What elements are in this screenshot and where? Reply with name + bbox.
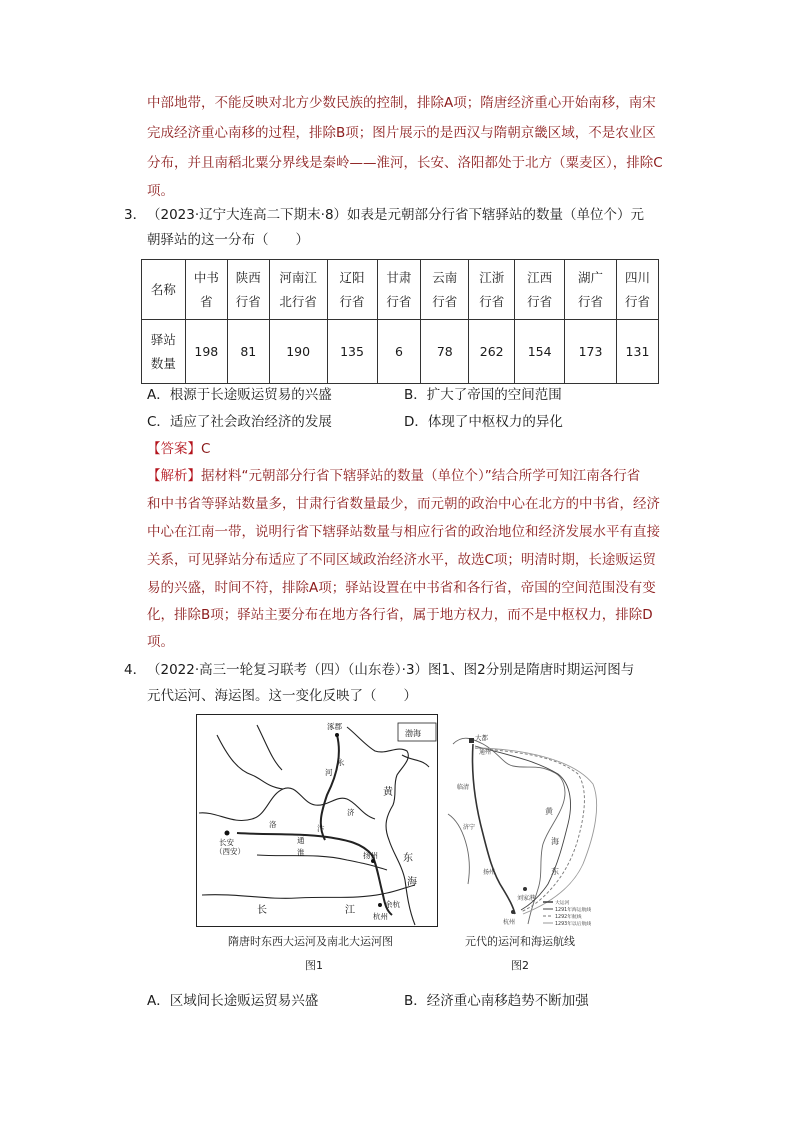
q3-analysis-line-7: 项。 [147, 634, 174, 650]
changan-dot [225, 831, 230, 836]
question-4-stem-line-1: （2022·高三一轮复习联考（四）（山东卷）·3）图1、图2分别是隋唐时期运河图与 [147, 662, 635, 678]
question-4-stem-line-2: 元代运河、海运图。这一变化反映了（ ） [147, 688, 417, 704]
table-cell-count: 173 [565, 320, 617, 384]
figure-2-label: 图2 [511, 959, 529, 972]
river-tributary [257, 725, 282, 770]
liujiagang-dot [523, 887, 527, 891]
hangzhou-dot [378, 903, 382, 907]
question-3-stem-line-2: 朝驿站的这一分布（ ） [147, 232, 309, 248]
table-cell-province: 江浙 行省 [469, 260, 515, 320]
zhuojun-dot [335, 733, 339, 737]
coastline-2 [453, 738, 565, 924]
table-cell-count: 135 [327, 320, 377, 384]
prev-analysis-line-2: 完成经济重心南移的过程，排除B项；图片展示的是西汉与隋朝京畿区域，不是农业区 [147, 125, 656, 141]
label-bohai: 渤海 [405, 729, 421, 738]
label-yuhang: 余杭 [385, 900, 400, 909]
bohai-coast [402, 755, 429, 767]
legend-canal-text: 大运河 [555, 901, 570, 906]
table-cell-province: 河南江 北行省 [269, 260, 327, 320]
table-cell-province: 陕西 行省 [227, 260, 269, 320]
table-cell-count: 78 [421, 320, 469, 384]
yuan-grand-canal [472, 744, 515, 914]
label-linqing: 临清 [457, 784, 470, 791]
label-hangzhou: 杭州 [373, 912, 388, 921]
table-cell-count: 6 [377, 320, 421, 384]
table-cell-count: 154 [515, 320, 565, 384]
label-huang-2: 黄 [545, 807, 553, 816]
table-cell-province: 云南 行省 [421, 260, 469, 320]
hangzhou-2-dot [511, 910, 515, 914]
figure-2-map [443, 714, 603, 929]
sea-route-1293 [477, 748, 597, 914]
label-dong: 东 [403, 853, 413, 864]
question-3-number: 3． [124, 207, 147, 223]
figure-1-caption: 隋唐时东西大运河及南北大运河图 [228, 935, 393, 948]
table-cell-count: 190 [269, 320, 327, 384]
label-yong: 永 [337, 758, 345, 767]
table-cell-count: 262 [469, 320, 515, 384]
label-zhuojun: 涿郡 [327, 722, 342, 731]
answer-value: C [201, 441, 211, 457]
q3-option-c[interactable]: C．适应了社会政治经济的发展 [147, 414, 332, 430]
table-row-counts [142, 320, 659, 384]
label-tongzhou: 通州 [479, 749, 492, 756]
label-bian: 汴 [317, 824, 325, 833]
label-jiang: 江 [345, 905, 355, 916]
label-jining: 济宁 [463, 824, 476, 831]
figure-1-label: 图1 [305, 959, 323, 972]
q3-analysis-line-1: 【解析】据材料“元朝部分行省下辖驿站的数量（单位个）”结合所学可知江南各行省 [147, 468, 641, 484]
label-hai-2: 海 [551, 837, 559, 846]
station-count-table [141, 259, 659, 384]
figure-2-caption: 元代的运河和海运航线 [465, 935, 575, 948]
label-he: 河 [325, 768, 333, 777]
table-cell-province: 辽阳 行省 [327, 260, 377, 320]
label-yangzhou-2: 扬州 [483, 869, 496, 876]
sui-tang-canal-map [197, 715, 437, 926]
table-cell-province: 江西 行省 [515, 260, 565, 320]
q3-analysis-line-4: 关系，可见驿站分布适应了不同区域政治经济水平，故选C项；明清时期，长途贩运贸 [147, 552, 656, 568]
table-header-count: 驿站 数量 [142, 320, 186, 384]
table-cell-province: 湖广 行省 [565, 260, 617, 320]
q3-option-d[interactable]: D．体现了中枢权力的异化 [404, 414, 563, 430]
analysis-tag: 【解析】 [147, 468, 201, 484]
table-cell-province: 中书 省 [185, 260, 227, 320]
figure-2-legend [543, 899, 591, 927]
label-dong-2: 东 [551, 867, 559, 876]
sea-route-1291 [475, 746, 571, 910]
q3-option-a[interactable]: A．根源于长途贩运贸易的兴盛 [147, 387, 332, 403]
q3-analysis-line-6: 化，排除B项；驿站主要分布在地方各行省，属于地方权力，而不是中枢权力，排除D [147, 607, 653, 623]
q3-answer [147, 439, 210, 459]
legend-1293-text: 1293年以后航线 [555, 922, 592, 927]
label-ji: 济 [347, 808, 355, 817]
q3-analysis-line-2: 和中书省等驿站数量多，甘肃行省数量最少，而元朝的政治中心在北方的中书省，经济 [147, 496, 660, 512]
table-cell-count: 131 [616, 320, 658, 384]
prev-analysis-line-3: 分布，并且南稻北粟分界线是秦岭——淮河，长安、洛阳都处于北方（粟麦区），排除C [147, 155, 663, 171]
q4-option-b[interactable]: B．经济重心南移趋势不断加强 [404, 993, 589, 1009]
label-chang: 长 [257, 905, 267, 916]
table-row-names [142, 260, 659, 320]
label-tong: 通 [297, 836, 305, 845]
label-changan: 长安 [219, 838, 234, 847]
table-header-name: 名称 [142, 260, 186, 320]
table-cell-province: 四川 行省 [616, 260, 658, 320]
q4-option-a[interactable]: A．区域间长途贩运贸易兴盛 [147, 993, 319, 1009]
label-luo: 洛 [269, 820, 277, 829]
legend-1291-text: 1291年海运航线 [555, 908, 592, 913]
table-cell-count: 81 [227, 320, 269, 384]
label-dadu: 大都 [475, 734, 488, 742]
tongji-canal [237, 833, 372, 855]
label-xian: （西安） [215, 847, 245, 856]
prev-analysis-line-1: 中部地带，不能反映对北方少数民族的控制，排除A项；隋唐经济重心开始南移，南宋 [147, 95, 656, 111]
q3-option-b[interactable]: B．扩大了帝国的空间范围 [404, 387, 562, 403]
label-liujiagang: 刘家港 [517, 895, 536, 902]
river-north [217, 735, 283, 789]
q3-analysis-line-5: 易的兴盛，时间不符，排除A项；驿站设置在中书省和各行省，帝国的空间范围没有变 [147, 580, 656, 596]
dadu-marker [469, 738, 474, 743]
legend-1292-text: 1292年航线 [555, 915, 582, 920]
answer-tag: 【答案】 [147, 441, 201, 457]
sea-route-1292 [475, 748, 584, 912]
q3-analysis-line-3: 中心在江南一带，说明行省下辖驿站数量与相应行省的政治地位和经济发展水平有直接 [147, 524, 660, 540]
table-cell-count: 198 [185, 320, 227, 384]
label-huai: 淮 [297, 848, 305, 857]
label-yangzhou: 扬州 [363, 851, 378, 860]
table-cell-province: 甘肃 行省 [377, 260, 421, 320]
yuan-canal-sea-map [443, 714, 603, 929]
figure-1-map [196, 714, 438, 927]
question-3-stem-line-1: （2023·辽宁大连高二下期末·8）如表是元朝部分行省下辖驿站的数量（单位个）元 [147, 207, 645, 223]
label-hai: 海 [407, 877, 417, 888]
question-4-number: 4． [124, 662, 147, 678]
label-hangzhou-2: 杭州 [503, 919, 516, 926]
prev-analysis-line-4: 项。 [147, 183, 174, 199]
label-huang: 黄 [383, 787, 393, 798]
